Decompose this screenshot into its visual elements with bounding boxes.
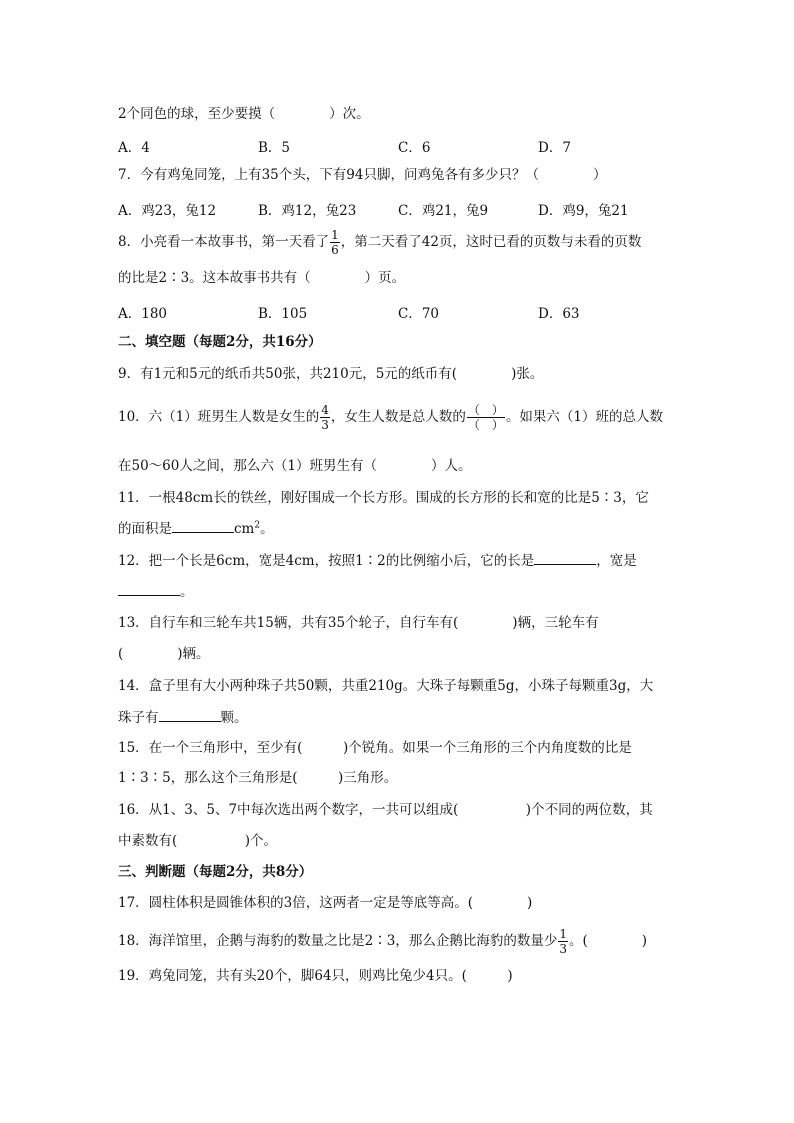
q12-line1-post: ，宽是 [596, 553, 637, 569]
q16-line2: 中素数有( )个。 [118, 833, 278, 849]
q14-line2-pre: 珠子有 [118, 710, 159, 726]
q11-answer-blank[interactable] [172, 520, 234, 533]
q8-line2: 的比是2∶3。这本故事书共有（ ）页。 [118, 270, 406, 286]
q11-line2 [118, 520, 274, 537]
q6-option-c[interactable]: C．6 [398, 140, 431, 156]
q8-part2: ，第二天看了42页，这时已看的页数与未看的页数 [340, 234, 642, 250]
q6-text: 2个同色的球，至少要摸（ ）次。 [118, 106, 370, 122]
q8-option-c[interactable]: C．70 [398, 306, 440, 322]
q8-option-d[interactable]: D．63 [538, 306, 580, 322]
q10-part1: 10．六（1）班男生人数是女生的 [118, 409, 320, 425]
section-3-heading: 三、判断题（每题2分，共8分） [118, 864, 313, 880]
q8-option-a[interactable]: A．180 [118, 306, 168, 322]
q12-length-blank[interactable] [534, 552, 596, 565]
q12-line1 [118, 552, 637, 569]
q8-part1: 8．小亮看一本故事书，第一天看了 [118, 234, 330, 250]
q10-blank-fraction[interactable] [467, 404, 505, 431]
q11-unit: cm [234, 521, 255, 537]
q11-unit-sup: 2 [254, 520, 261, 531]
q11-line2-post: 。 [260, 521, 274, 537]
q10-part2: ，女生人数是总人数的 [330, 409, 466, 425]
q14-answer-blank[interactable] [159, 709, 221, 722]
q10-blank-num[interactable]: （ ） [467, 403, 504, 417]
q8-frac-den: 6 [331, 243, 339, 257]
q18-fraction [558, 928, 568, 955]
q7-option-c[interactable]: C．鸡21，兔9 [398, 203, 489, 219]
q8-line1 [118, 229, 641, 256]
q12-width-blank[interactable] [118, 583, 180, 596]
q13-line2: ( )辆。 [118, 646, 210, 662]
q7-option-d[interactable]: D．鸡9，兔21 [538, 203, 629, 219]
q10-line2: 在50～60人之间，那么六（1）班男生有（ ）人。 [118, 458, 472, 474]
q18-line [118, 928, 647, 955]
q15-line1: 15．在一个三角形中，至少有( )个锐角。如果一个三角形的三个内角度数的比是 [118, 740, 632, 756]
q12-line1-pre: 12．把一个长是6cm，宽是4cm，按照1∶2的比例缩小后，它的长是 [118, 553, 535, 569]
q18-frac-den: 3 [559, 942, 567, 956]
q10-frac-den: 3 [321, 418, 329, 432]
q6-option-d[interactable]: D．7 [538, 140, 571, 156]
q18-frac-num: 1 [559, 927, 567, 941]
q12-line2-post: 。 [180, 584, 194, 600]
q19-text: 19．鸡兔同笼，共有头20个，脚64只，则鸡比兔少4只。( ) [118, 968, 513, 984]
q8-fraction [330, 229, 340, 256]
q11-line2-pre: 的面积是 [118, 521, 172, 537]
q16-line1: 16．从1、3、5、7中每次选出两个数字，一共可以组成( )个不同的两位数，其 [118, 802, 653, 818]
section-2-heading: 二、填空题（每题2分，共16分） [118, 334, 322, 350]
q14-line2 [118, 709, 248, 726]
q10-frac-num: 4 [321, 403, 329, 417]
q13-line1: 13．自行车和三轮车共15辆，共有35个轮子，自行车有( )辆，三轮车有 [118, 615, 599, 631]
q11-line1: 11．一根48cm长的铁丝，刚好围成一个长方形。围成的长方形的长和宽的比是5∶3，它 [118, 490, 649, 506]
q18-part2: 。( ) [569, 933, 648, 949]
q8-option-b[interactable]: B．105 [258, 306, 308, 322]
q8-frac-num: 1 [331, 228, 339, 242]
q6-option-a[interactable]: A．4 [118, 140, 150, 156]
q10-fraction [320, 404, 330, 431]
q7-option-a[interactable]: A．鸡23，兔12 [118, 203, 217, 219]
q10-blank-den[interactable]: （ ） [467, 418, 504, 432]
q18-part1: 18．海洋馆里，企鹅与海豹的数量之比是2∶3，那么企鹅比海豹的数量少 [118, 933, 558, 949]
q10-line1 [118, 404, 663, 431]
q7-option-b[interactable]: B．鸡12，兔23 [258, 203, 357, 219]
q9-text: 9．有1元和5元的纸币共50张，共210元，5元的纸币有( )张。 [118, 366, 544, 382]
q10-part3: 。如果六（1）班的总人数 [505, 409, 664, 425]
q12-line2 [118, 583, 194, 600]
q17-text: 17．圆柱体积是圆锥体积的3倍，这两者一定是等底等高。( ) [118, 895, 533, 911]
q14-line1: 14．盒子里有大小两种珠子共50颗，共重210g。大珠子每颗重5g，小珠子每颗重3g，大 [118, 678, 654, 694]
q14-line2-post: 颗。 [220, 710, 248, 726]
q6-option-b[interactable]: B．5 [258, 140, 291, 156]
q7-text: 7．今有鸡兔同笼，上有35个头，下有94只脚，问鸡兔各有多少只？（ ） [118, 167, 607, 183]
q15-line2: 1∶3∶5，那么这个三角形是( )三角形。 [118, 770, 398, 786]
